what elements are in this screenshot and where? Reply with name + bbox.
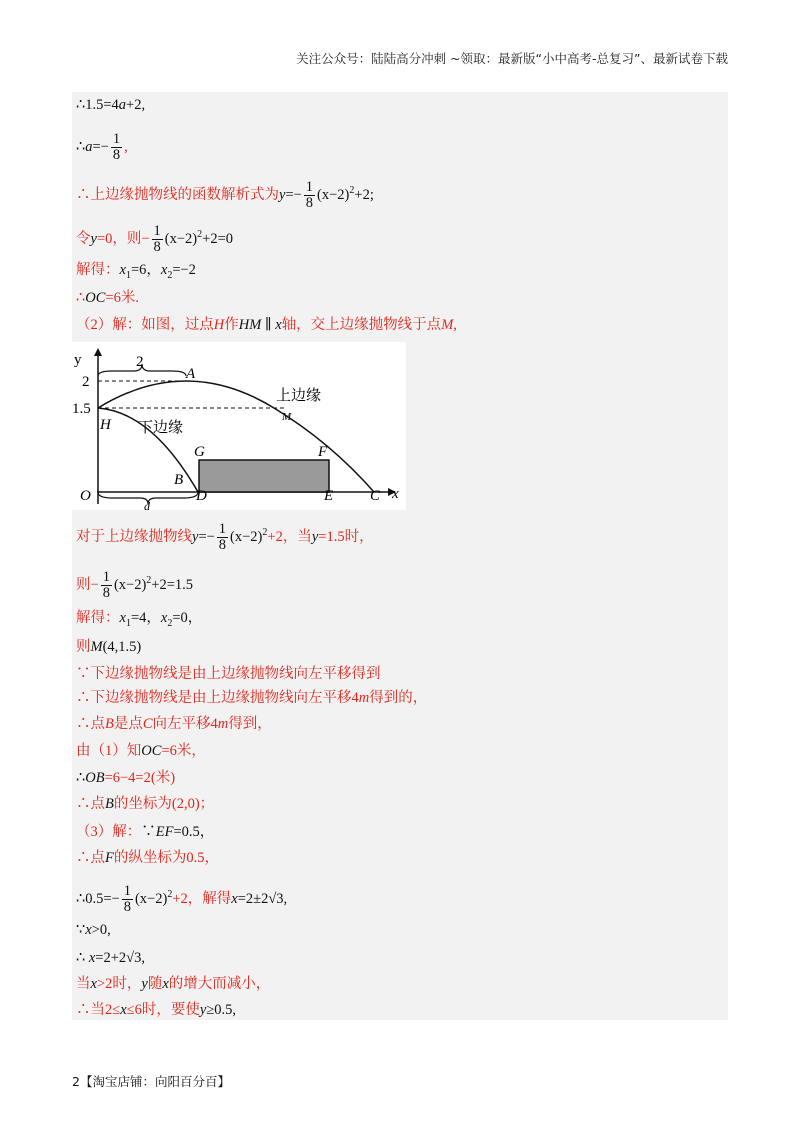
- text: ∴0.5=−: [76, 890, 120, 907]
- var: C: [142, 716, 153, 732]
- var: OC: [85, 290, 106, 306]
- text: +2，解得: [172, 890, 232, 907]
- text: >0,: [91, 922, 111, 938]
- text: =−: [285, 186, 302, 203]
- var: y: [141, 976, 148, 992]
- text: 的纵坐标为0.5，: [113, 850, 219, 866]
- bottom-brace-label: d: [144, 499, 150, 510]
- text: ∴: [76, 950, 89, 966]
- text: ∴点: [76, 796, 105, 812]
- line-10: [76, 608, 202, 634]
- point-h: H: [100, 417, 111, 433]
- line-5: [76, 260, 196, 286]
- exponent: 2: [349, 185, 355, 196]
- var: y: [199, 1002, 207, 1018]
- fraction: $\frac{1}{8}$: [218, 521, 227, 553]
- text: 向左平移4: [152, 716, 218, 732]
- fraction: $\frac{1}{8}$: [123, 883, 131, 915]
- solution-content: [72, 92, 728, 1020]
- text: ∴点: [76, 716, 105, 732]
- text: 的增大而减小，: [168, 976, 271, 992]
- text: ∵: [76, 922, 86, 938]
- text: =1.5时，: [318, 528, 374, 545]
- rectangle-gdef: [199, 460, 329, 492]
- fraction: $\frac{1}{8}$: [112, 131, 121, 163]
- text: =6−4=2(米): [104, 770, 176, 786]
- text: ∥: [261, 317, 276, 333]
- line-21: [76, 920, 111, 940]
- text: (x−2): [134, 890, 168, 907]
- text: =2±2√3,: [237, 890, 288, 907]
- y-tick-2: 2: [82, 374, 90, 390]
- line-9: [76, 570, 193, 601]
- text: ∴: [76, 138, 86, 155]
- text: ∴上边缘抛物线的函数解析式为: [76, 186, 279, 203]
- text: (x−2): [230, 528, 263, 545]
- text: ∵下边缘抛物线是由上边缘抛物线向左平移得到: [76, 666, 381, 682]
- page-footer: 2【淘宝店铺：向阳百分百】: [72, 1074, 230, 1089]
- var: H: [213, 317, 225, 333]
- upper-edge-label: 上边缘: [276, 386, 322, 404]
- text: 作: [224, 317, 239, 333]
- line-15: [76, 741, 206, 761]
- text: =6，: [130, 262, 161, 278]
- text: 令: [76, 230, 91, 247]
- text: 得到的，: [369, 690, 428, 706]
- text: =6米.: [105, 290, 139, 306]
- exponent: 2: [146, 575, 152, 586]
- text: =−2: [172, 262, 196, 278]
- line-4: [76, 224, 233, 255]
- point-d: D: [196, 488, 207, 504]
- text: =−: [92, 138, 109, 155]
- line-20: [76, 884, 287, 915]
- text: =0.5，: [173, 824, 215, 840]
- text: +2;: [354, 186, 374, 203]
- parabola-figure: [72, 342, 406, 510]
- text: =−: [198, 528, 215, 545]
- text: +2,: [126, 97, 146, 113]
- text: 的坐标为(2,0)；: [113, 796, 215, 812]
- line-14: [76, 714, 272, 734]
- line-12: [76, 664, 381, 684]
- text: 是点: [113, 716, 143, 732]
- line-11: [76, 637, 141, 657]
- var: a: [85, 138, 93, 155]
- point-e: E: [324, 488, 334, 504]
- fraction: $\frac{1}{8}$: [305, 179, 314, 211]
- var: M: [441, 317, 454, 333]
- text: ∴下边缘抛物线是由上边缘抛物线向左平移4: [76, 690, 359, 706]
- var: x: [85, 922, 92, 938]
- var: x: [162, 976, 169, 992]
- var: B: [105, 796, 114, 812]
- line-3: [76, 180, 374, 211]
- text: 轴，交上边缘抛物线于点: [281, 317, 442, 333]
- point-f: F: [318, 444, 328, 460]
- text: (4,1.5): [102, 639, 142, 655]
- var: OB: [85, 770, 105, 786]
- text: ≤6时，要使: [126, 1002, 200, 1018]
- text: +2，当: [267, 528, 312, 545]
- var: y: [311, 528, 319, 545]
- var: x: [160, 610, 168, 626]
- text: ∴当2≤: [76, 1002, 121, 1018]
- text: (x−2): [113, 576, 147, 593]
- text: ≥0.5,: [206, 1002, 237, 1018]
- line-22: [76, 948, 145, 968]
- var: x: [90, 976, 97, 992]
- y-axis-label: y: [74, 352, 82, 368]
- text: ∴点: [76, 850, 105, 866]
- line-16: [76, 768, 175, 788]
- line-13: [76, 688, 427, 708]
- text: ,: [124, 138, 128, 155]
- text: （2）解：如图，过点: [76, 317, 214, 333]
- point-b: B: [174, 472, 184, 488]
- line-24: [76, 1000, 236, 1020]
- var: x: [231, 890, 238, 907]
- fraction: $\frac{1}{8}$: [102, 569, 110, 601]
- line-8: [76, 522, 374, 553]
- var: HM: [238, 317, 262, 333]
- var: x: [119, 262, 126, 278]
- point-o: O: [80, 488, 91, 504]
- var: m: [217, 716, 229, 732]
- line-23: [76, 974, 270, 994]
- text: =6米，: [161, 743, 206, 759]
- text: +2=0: [202, 230, 233, 247]
- text: 由（1）知: [76, 743, 142, 759]
- page-header: 关注公众号：陆陆高分冲刺 ~领取：最新版“小中高考-总复习”、最新试卷下载: [296, 51, 728, 66]
- var: M: [90, 639, 103, 655]
- text: 随: [147, 976, 163, 992]
- var: EF: [155, 824, 174, 840]
- label-2-top: 2: [136, 354, 144, 370]
- var: F: [105, 850, 114, 866]
- text: (x−2): [164, 230, 198, 247]
- line-2: [76, 132, 128, 163]
- y-tick-1-5: 1.5: [72, 401, 91, 417]
- y-arrow-icon: [94, 348, 102, 356]
- fraction: $\frac{1}{8}$: [153, 223, 161, 255]
- var: y: [279, 186, 286, 203]
- text: 解得：: [76, 610, 120, 626]
- var: x: [119, 610, 126, 626]
- line-17: [76, 794, 214, 814]
- text: ,: [453, 317, 457, 333]
- subscript: 2: [167, 617, 173, 629]
- text: ∵: [141, 824, 156, 840]
- line-19: [76, 848, 219, 868]
- text: 对于上边缘抛物线: [76, 528, 192, 545]
- text: >2时，: [96, 976, 142, 992]
- var: OC: [141, 743, 162, 759]
- text: 解得：: [76, 262, 120, 278]
- var: x: [275, 317, 282, 333]
- var: x: [88, 950, 96, 966]
- line-6: [76, 288, 139, 308]
- line-18: [76, 822, 214, 842]
- text: +2=1.5: [151, 576, 194, 593]
- text: =0，则−: [96, 230, 150, 247]
- var: x: [160, 262, 168, 278]
- exponent: 2: [197, 229, 203, 240]
- x-axis-label: x: [392, 486, 399, 502]
- text: 得到，: [228, 716, 272, 732]
- var: a: [118, 97, 127, 113]
- text: 则−: [76, 576, 99, 593]
- var: y: [192, 528, 199, 545]
- text: 当: [76, 976, 91, 992]
- exponent: 2: [262, 527, 268, 538]
- var: m: [358, 690, 370, 706]
- subscript: 1: [125, 269, 131, 281]
- figure-svg: [72, 342, 406, 510]
- text: （3）解：: [76, 824, 142, 840]
- text: (x−2): [317, 186, 350, 203]
- var: B: [105, 716, 114, 732]
- var: x: [120, 1002, 127, 1018]
- text: =4，: [130, 610, 161, 626]
- point-m: M: [282, 411, 292, 423]
- lower-edge-label: 下边缘: [138, 418, 184, 436]
- exponent: 2: [167, 889, 173, 900]
- line-7: [76, 315, 457, 335]
- text: ∴1.5=4: [76, 97, 119, 113]
- point-c: C: [370, 488, 381, 504]
- text: ∴: [76, 770, 86, 786]
- var: y: [90, 230, 97, 247]
- text: =0，: [172, 610, 203, 626]
- text: =2+2√3,: [95, 950, 145, 966]
- subscript: 1: [125, 617, 131, 629]
- point-a: A: [186, 366, 196, 382]
- text: 则: [76, 639, 91, 655]
- point-g: G: [194, 444, 205, 460]
- subscript: 2: [167, 269, 173, 281]
- text: ∴: [76, 290, 86, 306]
- line-1: [76, 95, 145, 115]
